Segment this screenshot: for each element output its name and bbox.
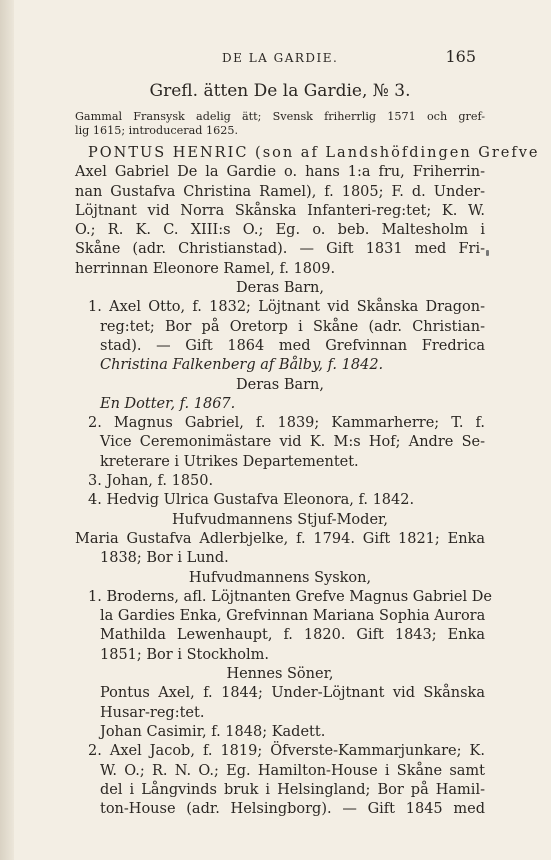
- family-heading: Grefl. ätten De la Gardie, № 3.: [149, 81, 411, 101]
- child-entry: 4. Hedvig Ulrica Gustafva Eleonora, f. 1842.: [88, 492, 415, 509]
- page-gutter-shadow: [0, 0, 14, 860]
- body-line: del i Långvinds bruk i Helsingland; Bor på Hamil-: [100, 781, 485, 798]
- body-line: herrinnan Eleonore Ramel, f. 1809.: [75, 260, 336, 277]
- body-line: PONTUS HENRIC (son af Landshöfdingen Grefve: [88, 145, 540, 161]
- section-heading: Hufvudmannens Stjuf-Moder,: [172, 511, 388, 528]
- intro-line: lig 1615; introducerad 1625.: [75, 124, 239, 137]
- body-line: Skåne (adr. Christianstad). — Gift 1831 med Fri-: [75, 241, 485, 258]
- body-line: Husar-reg:tet.: [100, 704, 205, 721]
- body-line: ton-House (adr. Helsingborg). — Gift 1845 med: [100, 801, 485, 818]
- page-text: [75, 78, 540, 819]
- section-heading: Deras Barn,: [235, 376, 324, 393]
- body-line: la Gardies Enka, Grefvinnan Mariana Sophia Aurora: [100, 608, 486, 625]
- body-line: Löjtnant vid Norra Skånska Infanteri-reg:tet; K. W.: [75, 202, 485, 219]
- body-line: Axel Gabriel De la Gardie o. hans 1:a fru, Friherrin-: [75, 164, 485, 181]
- grandchild-entry: Johan Casimir, f. 1848; Kadett.: [100, 723, 326, 740]
- body-line: reg:tet; Bor på Oretorp i Skåne (adr. Christian-: [100, 318, 485, 335]
- body-line: 1851; Bor i Stockholm.: [100, 646, 270, 663]
- body-line: nan Gustafva Christina Ramel), f. 1805; F. d. Under-: [75, 183, 485, 200]
- body-line: W. O.; R. N. O.; Eg. Hamilton-House i Skåne samt: [100, 762, 485, 779]
- body-line: kreterare i Utrikes Departementet.: [100, 453, 359, 470]
- child-entry: 2. Magnus Gabriel, f. 1839; Kammarherre; T. f.: [88, 415, 485, 432]
- section-heading: Hufvudmannens Syskon,: [188, 569, 372, 586]
- child-entry: 3. Johan, f. 1850.: [88, 473, 214, 490]
- running-title: DE LA GARDIE.: [222, 51, 339, 65]
- grandchild-entry: En Dotter, f. 1867.: [100, 395, 236, 412]
- sibling-entry: 1. Broderns, afl. Löjtnanten Grefve Magnus Gabriel De: [88, 588, 492, 605]
- body-line: Maria Gustafva Adlerbjelke, f. 1794. Gift 1821; Enka: [75, 530, 485, 547]
- body-line: Christina Falkenberg af Bålby, f. 1842.: [100, 357, 384, 374]
- section-heading: Deras Barn,: [235, 280, 324, 297]
- body-line: stad). — Gift 1864 med Grefvinnan Fredrica: [100, 337, 485, 354]
- page-number: 165: [445, 47, 476, 66]
- child-entry: 1. Axel Otto, f. 1832; Löjtnant vid Skånska Dragon-: [88, 299, 485, 316]
- ink-speck: [486, 250, 489, 256]
- intro-line: Gammal Fransysk adelig ätt; Svensk friherrlig 1571 och gref-: [75, 110, 485, 123]
- sibling-entry: 2. Axel Jacob, f. 1819; Öfverste-Kammarjunkare; K.: [88, 743, 485, 760]
- body-line: Mathilda Lewenhaupt, f. 1820. Gift 1843; Enka: [100, 627, 485, 644]
- body-line: O.; R. K. C. XIII:s O.; Eg. o. beb. Maltesholm i: [75, 222, 485, 239]
- body-line: Vice Ceremonimästare vid K. M:s Hof; Andre Se-: [100, 434, 485, 451]
- section-heading: Hennes Söner,: [226, 666, 334, 683]
- grandchild-entry: Pontus Axel, f. 1844; Under-Löjtnant vid Skånska: [100, 685, 485, 702]
- running-head: [90, 47, 490, 67]
- body-line: 1838; Bor i Lund.: [100, 550, 229, 567]
